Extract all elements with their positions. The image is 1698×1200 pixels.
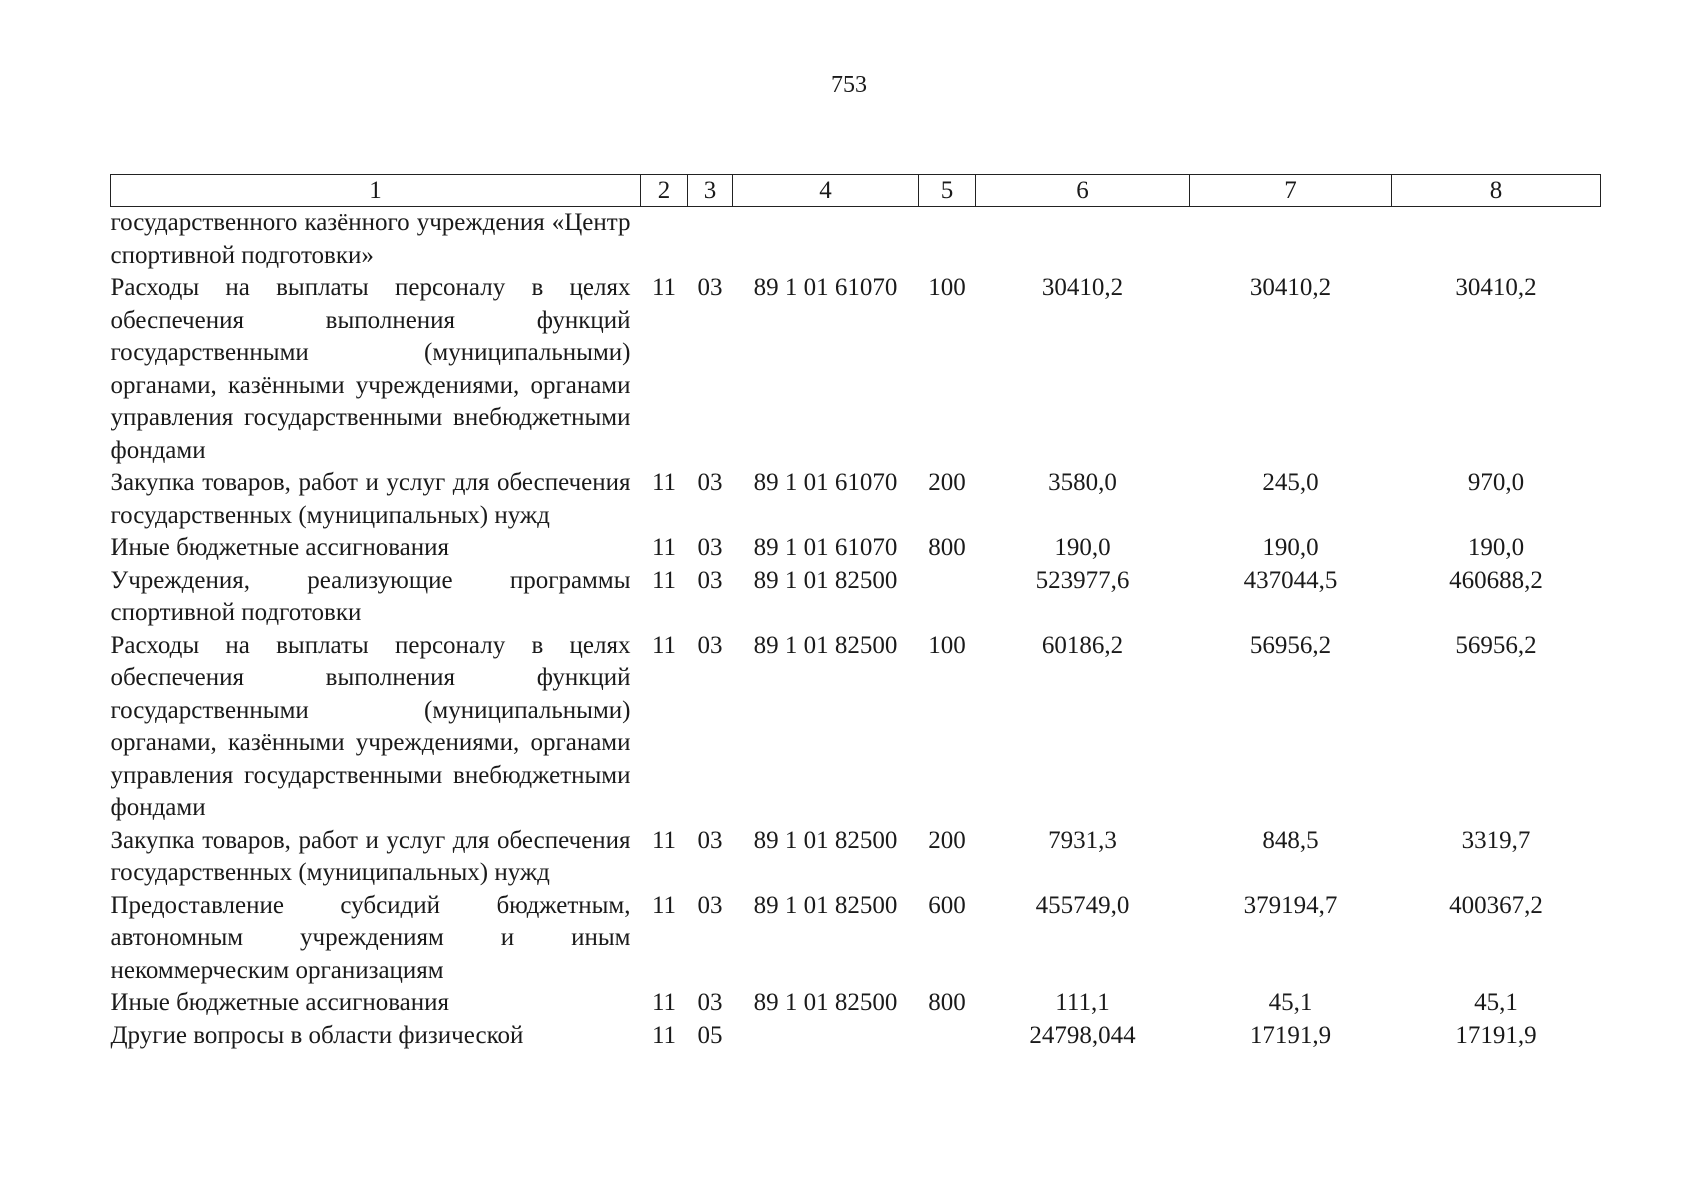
row-value-6: 111,1	[1055, 989, 1110, 1016]
row-name: Иные бюджетные ассигнования	[110, 534, 450, 561]
row-name: Закупка товаров, работ и услуг для обеспечения государственных (муниципальных) нужд	[110, 826, 631, 886]
row-expense-type: 100	[928, 274, 966, 301]
header-col-5: 5	[919, 175, 976, 207]
header-row	[111, 175, 1601, 207]
row-name: Закупка товаров, работ и услуг для обеспечения государственных (муниципальных) нужд	[110, 469, 631, 529]
row-value-7: 379194,7	[1243, 891, 1338, 919]
row-target-article: 89 1 01 61070	[753, 469, 898, 496]
row-value-8: 45,1	[1474, 989, 1518, 1016]
row-value-7: 45,1	[1268, 989, 1313, 1016]
header-col-4: 4	[733, 175, 919, 207]
row-value-8: 970,0	[1467, 469, 1525, 496]
row-value-7: 17191,9	[1249, 1021, 1332, 1049]
row-name: Расходы на выплаты персоналу в целях обеспечения выполнения функций государственными (муниципальными) органами, казёнными учреждениями, органами управления государственными внебюджетными фондами	[110, 274, 631, 464]
header-col-8: 8	[1392, 175, 1601, 207]
row-section: 11	[651, 566, 677, 594]
row-value-6: 24798,044	[1029, 1021, 1136, 1049]
table-row	[111, 825, 1601, 890]
row-value-6	[976, 207, 1190, 273]
page-number: 753	[831, 72, 867, 98]
row-value-7: 245,0	[1262, 469, 1319, 496]
table-row	[111, 890, 1601, 988]
table-row	[111, 207, 1601, 273]
row-target-article: 89 1 01 82500	[753, 826, 898, 854]
row-subsection: 03	[697, 631, 723, 659]
row-expense-type	[919, 207, 976, 273]
row-target-article	[733, 1020, 919, 1053]
table-row	[111, 565, 1601, 630]
row-subsection: 03	[697, 274, 723, 301]
row-value-6: 60186,2	[1041, 631, 1124, 659]
row-value-6: 190,0	[1054, 534, 1111, 561]
row-target-article: 89 1 01 82500	[753, 891, 898, 919]
row-name: Расходы на выплаты персоналу в целях обеспечения выполнения функций государственными (муниципальными) органами, казёнными учреждениями, органами управления государственными внебюджетными фондами	[110, 631, 631, 821]
row-value-7: 30410,2	[1249, 274, 1332, 301]
header-col-1: 1	[111, 175, 641, 207]
row-value-7: 56956,2	[1249, 631, 1332, 659]
row-section: 11	[651, 274, 677, 301]
row-value-6: 30410,2	[1041, 274, 1124, 301]
row-value-6: 523977,6	[1035, 566, 1130, 594]
row-value-7	[1190, 207, 1392, 273]
row-expense-type: 800	[928, 534, 966, 561]
row-target-article: 89 1 01 61070	[753, 274, 898, 301]
header-col-2: 2	[641, 175, 688, 207]
row-subsection	[688, 207, 733, 273]
row-value-6: 455749,0	[1035, 891, 1130, 919]
row-section: 11	[651, 989, 677, 1016]
row-value-8: 3319,7	[1461, 826, 1531, 854]
table-row	[111, 1020, 1601, 1053]
table-row	[111, 272, 1601, 467]
row-value-8	[1392, 207, 1601, 273]
header-col-6: 6	[976, 175, 1190, 207]
row-expense-type: 800	[928, 989, 966, 1016]
row-value-6: 7931,3	[1048, 826, 1117, 854]
row-value-7: 437044,5	[1243, 566, 1338, 594]
row-target-article: 89 1 01 82500	[753, 631, 898, 659]
row-expense-type: 200	[928, 826, 966, 854]
row-value-8: 190,0	[1467, 534, 1525, 561]
row-expense-type: 200	[928, 469, 966, 496]
row-name: Предоставление субсидий бюджетным, автономным учреждениям и иным некоммерческим организациям	[110, 891, 631, 984]
row-value-8: 460688,2	[1449, 566, 1543, 594]
table-row	[111, 532, 1601, 565]
row-subsection: 03	[697, 566, 723, 594]
header-col-3: 3	[688, 175, 733, 207]
row-section: 11	[651, 1021, 677, 1049]
row-value-7: 190,0	[1262, 534, 1319, 561]
row-name: Другие вопросы в области физической	[110, 1021, 524, 1049]
row-expense-type	[919, 565, 976, 630]
row-value-7: 848,5	[1262, 826, 1319, 854]
table-row	[111, 467, 1601, 532]
row-value-6: 3580,0	[1048, 469, 1117, 496]
row-value-8: 56956,2	[1455, 631, 1537, 659]
row-value-8: 400367,2	[1449, 891, 1543, 919]
table-row	[111, 630, 1601, 825]
row-expense-type	[919, 1020, 976, 1053]
row-section: 11	[651, 891, 677, 919]
row-name: государственного казённого учреждения «Центр спортивной подготовки»	[110, 209, 631, 269]
row-expense-type: 600	[928, 891, 966, 919]
row-target-article: 89 1 01 61070	[753, 534, 898, 561]
row-subsection: 03	[697, 469, 723, 496]
row-subsection: 03	[697, 534, 723, 561]
row-section: 11	[651, 534, 677, 561]
row-name: Иные бюджетные ассигнования	[110, 989, 450, 1016]
row-section: 11	[651, 826, 677, 854]
table-row	[111, 987, 1601, 1020]
row-name: Учреждения, реализующие программы спортивной подготовки	[110, 566, 631, 626]
row-section: 11	[651, 469, 677, 496]
row-target-article: 89 1 01 82500	[753, 566, 898, 594]
row-value-8: 30410,2	[1455, 274, 1537, 301]
row-subsection: 03	[697, 989, 723, 1016]
row-section: 11	[651, 631, 677, 659]
row-subsection: 03	[697, 891, 723, 919]
row-value-8: 17191,9	[1455, 1021, 1537, 1049]
row-subsection: 05	[697, 1021, 723, 1049]
row-section	[641, 207, 688, 273]
header-col-7: 7	[1190, 175, 1392, 207]
budget-table	[110, 174, 1601, 1052]
row-target-article	[733, 207, 919, 273]
row-target-article: 89 1 01 82500	[753, 989, 898, 1016]
row-subsection: 03	[697, 826, 723, 854]
row-expense-type: 100	[928, 631, 966, 659]
